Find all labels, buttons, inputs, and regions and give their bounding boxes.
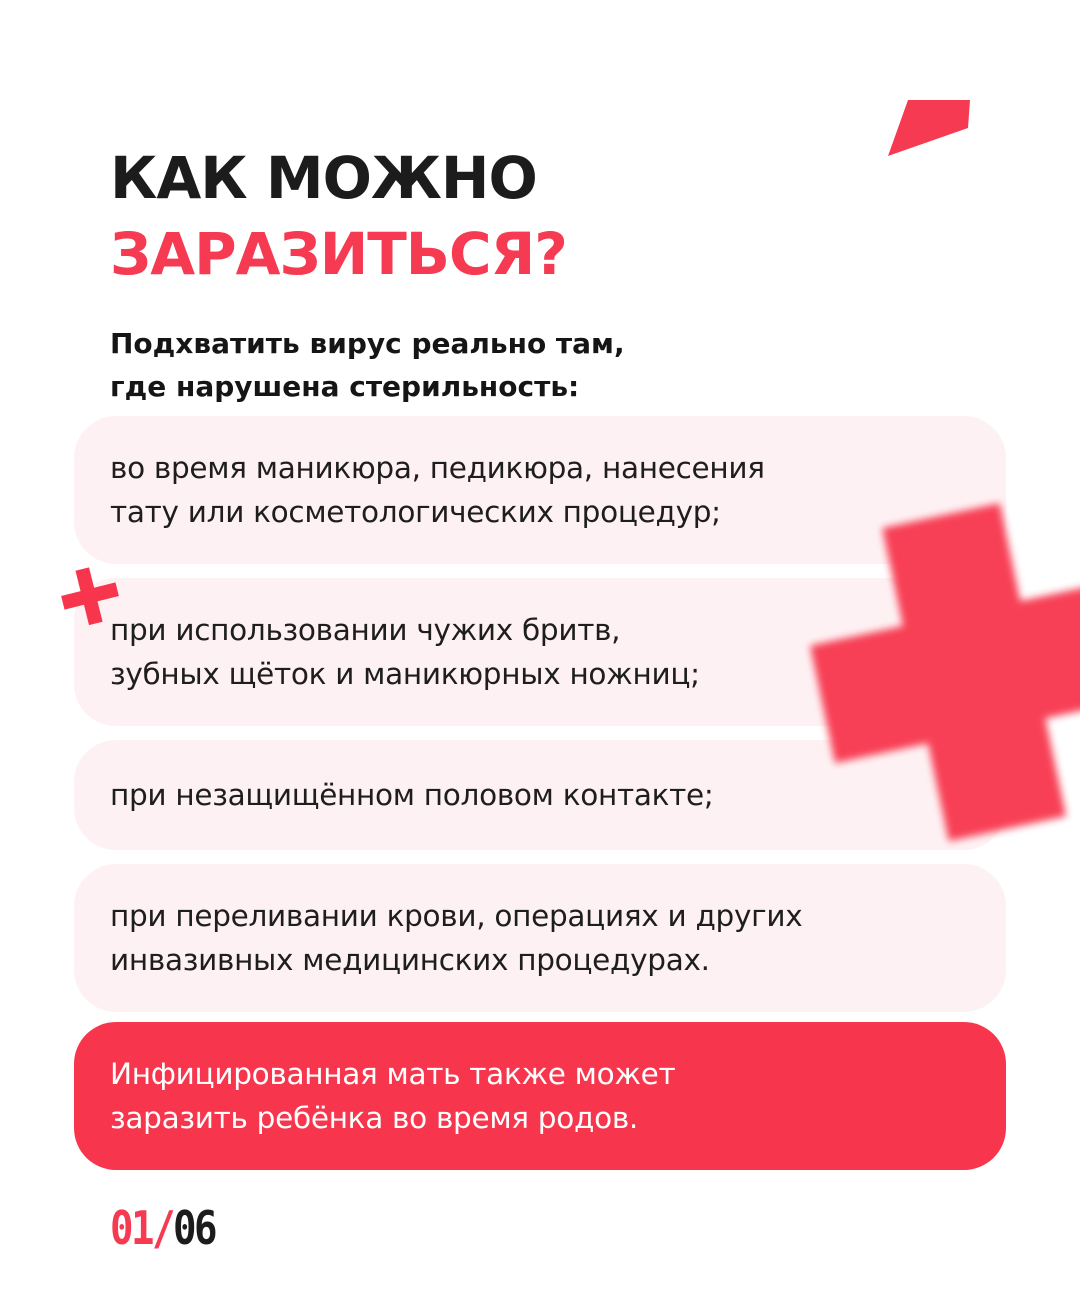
highlight-note-card	[74, 1022, 1006, 1170]
title-line-2: ЗАРАЗИТЬСЯ?	[110, 220, 567, 288]
page-current: 01	[110, 1201, 152, 1255]
title-line-1: КАК МОЖНО	[110, 144, 537, 212]
note-text: Инфицированная мать также может заразить ребёнка во время родов.	[110, 1057, 676, 1135]
page-title	[110, 140, 567, 292]
page-counter	[110, 1198, 215, 1258]
list-item-text: при переливании крови, операциях и других инвазивных медицинских процедурах.	[110, 899, 803, 977]
list-item	[74, 864, 1006, 1012]
page-separator: /	[151, 1201, 173, 1255]
list-item-text: во время маникюра, педикюра, нанесения тату или косметологических процедур;	[110, 451, 765, 529]
list-item-text: при незащищённом половом контакте;	[110, 778, 714, 812]
list-item-text: при использовании чужих бритв, зубных щёток и маникюрных ножниц;	[110, 613, 700, 691]
subtitle: Подхватить вирус реально там, где нарушена стерильность:	[110, 327, 625, 403]
page-total: 06	[172, 1201, 215, 1255]
